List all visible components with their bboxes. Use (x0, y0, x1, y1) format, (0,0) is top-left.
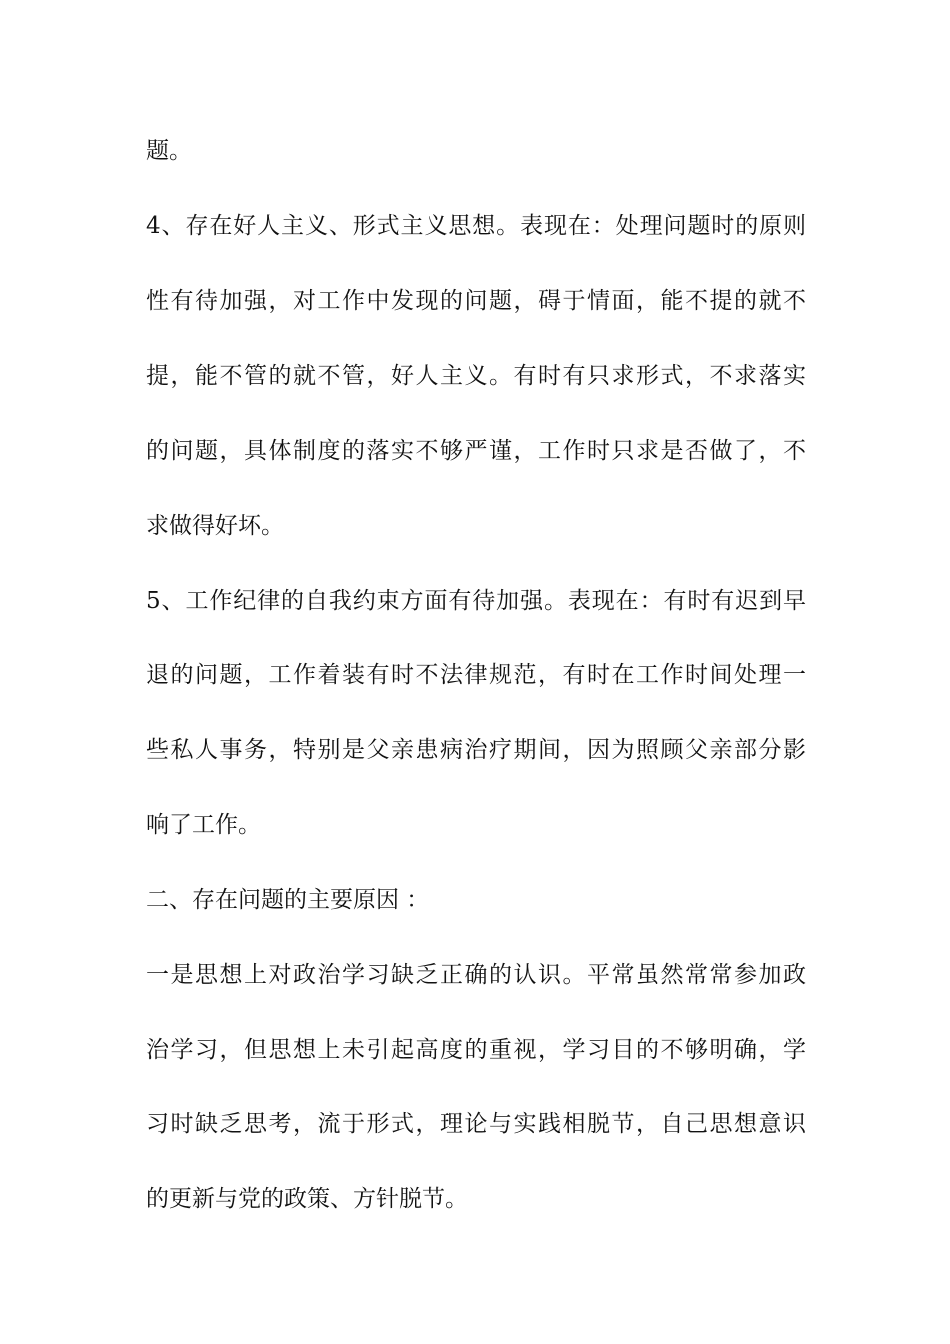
text-line: 求做得好坏。 (146, 513, 284, 539)
text-line: 响了工作。 (146, 812, 261, 838)
text-line: 退的问题，工作着装有时不法律规范，有时在工作时间处理一 (146, 662, 806, 688)
text-line: 性有待加强，对工作中发现的问题，碍于情面，能不提的就不 (146, 288, 806, 314)
text-line: 提，能不管的就不管，好人主义。有时有只求形式，不求落实 (146, 363, 806, 389)
text-line: 的问题，具体制度的落实不够严谨，工作时只求是否做了，不 (146, 438, 806, 464)
text-line: 一是思想上对政治学习缺乏正确的认识。平常虽然常常参加政 (146, 962, 806, 988)
section-heading: 二、存在问题的主要原因 ： (146, 887, 430, 913)
text-line: 5、工作纪律的自我约束方面有待加强。表现在：有时有迟到早 (146, 588, 806, 614)
text-line: 4、存在好人主义、形式主义思想。表现在：处理问题时的原则 (146, 213, 806, 239)
text-line: 治学习，但思想上未引起高度的重视，学习目的不够明确，学 (146, 1037, 806, 1063)
text-line: 习时缺乏思考，流于形式，理论与实践相脱节，自己思想意识 (146, 1111, 806, 1137)
text-line: 的更新与党的政策、方针脱节。 (146, 1186, 468, 1212)
text-line: 题。 (146, 138, 192, 164)
text-line: 些私人事务，特别是父亲患病治疗期间，因为照顾父亲部分影 (146, 737, 806, 763)
